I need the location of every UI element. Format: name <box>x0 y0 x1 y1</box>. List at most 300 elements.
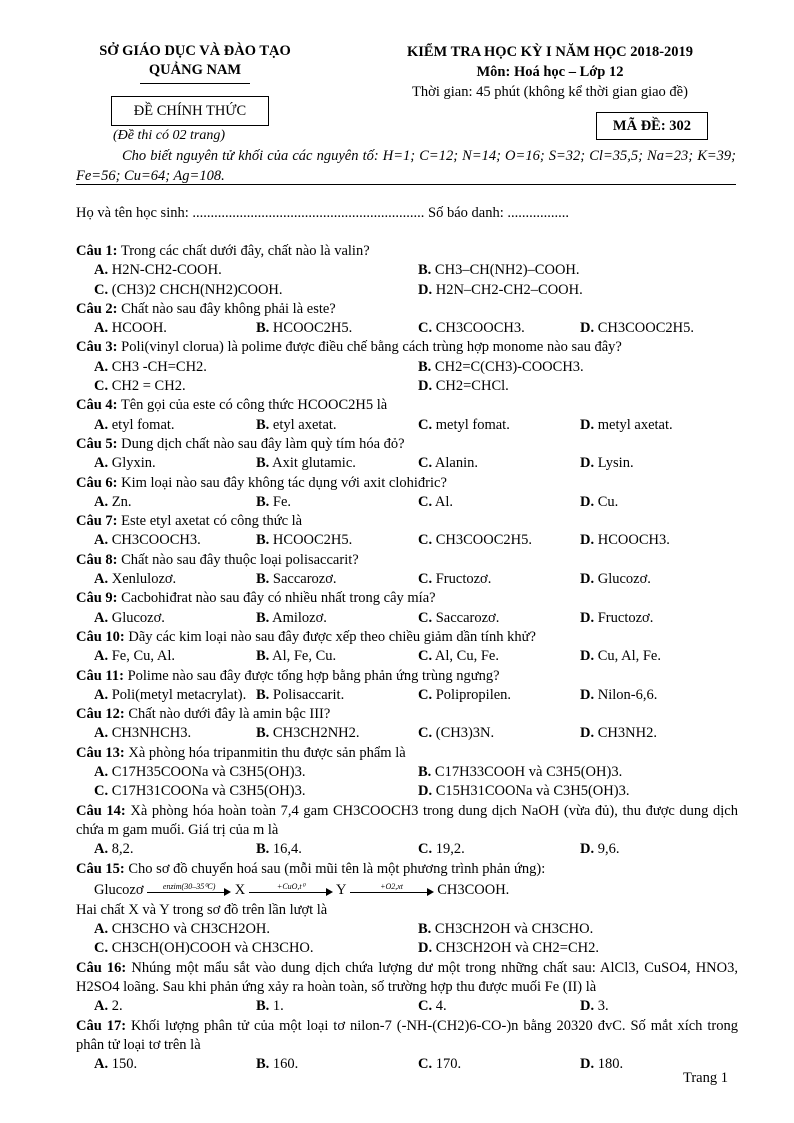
answer-option[interactable] <box>418 763 622 782</box>
option-text: CH2=C(CH3)-COOCH3. <box>431 358 584 375</box>
question-stem: Chất nào sau đây thuộc loại polisaccarit? <box>117 551 359 568</box>
option-label: D. <box>580 998 595 1015</box>
options-row <box>76 1055 738 1074</box>
option-label: D. <box>580 416 595 433</box>
question <box>76 802 738 860</box>
answer-option[interactable] <box>418 840 465 859</box>
question-text <box>76 628 738 647</box>
option-text: Al. <box>432 493 454 510</box>
answer-option[interactable] <box>418 647 499 666</box>
answer-option[interactable] <box>256 570 337 589</box>
option-text: 19,2. <box>432 841 465 858</box>
question-number: Câu 6: <box>76 474 118 491</box>
question <box>76 242 738 300</box>
question <box>76 474 738 513</box>
option-text: HCOOH. <box>108 320 167 337</box>
option-text: 16,4. <box>269 841 302 858</box>
answer-option[interactable] <box>418 261 580 280</box>
option-label: A. <box>94 998 109 1015</box>
scheme-species: Y <box>336 881 346 898</box>
question-text <box>76 744 738 763</box>
answer-option[interactable] <box>580 840 619 859</box>
option-text: CH3CH2OH và CH2=CH2. <box>432 940 599 957</box>
option-text: Xenlulozơ. <box>108 571 177 588</box>
option-label: D. <box>580 725 595 742</box>
question-number: Câu 15: <box>76 860 125 877</box>
options-row <box>76 531 738 550</box>
option-label: C. <box>418 648 433 665</box>
options-row <box>76 724 738 743</box>
question-number: Câu 12: <box>76 706 125 723</box>
option-text: Amilozơ. <box>269 609 327 626</box>
options-row <box>76 281 738 300</box>
option-text: Glyxin. <box>108 455 156 472</box>
question-stem: Dung dịch chất nào sau đây làm quỳ tím hóa đỏ? <box>117 435 405 452</box>
answer-option[interactable] <box>580 724 657 743</box>
answer-option[interactable] <box>580 609 653 628</box>
exam-header <box>360 42 740 102</box>
option-text: C17H33COOH và C3H5(OH)3. <box>431 764 623 781</box>
pages-note: (Đề thi có 02 trang) <box>113 128 225 143</box>
option-label: A. <box>94 571 109 588</box>
answer-option[interactable] <box>418 570 491 589</box>
option-text: Fe, Cu, Al. <box>108 648 175 665</box>
header-rule <box>76 184 736 185</box>
option-label: D. <box>580 841 595 858</box>
option-label: D. <box>580 686 595 703</box>
reaction-arrow <box>350 880 434 900</box>
option-text: 180. <box>594 1056 624 1073</box>
answer-option[interactable] <box>580 1055 623 1074</box>
answer-option[interactable] <box>94 763 305 782</box>
answer-option[interactable] <box>580 997 609 1016</box>
answer-option[interactable] <box>94 782 305 801</box>
answer-option[interactable] <box>256 454 356 473</box>
answer-option[interactable] <box>580 686 657 705</box>
option-text: HCOOC2H5. <box>269 532 353 549</box>
option-label: C. <box>418 998 433 1015</box>
question-number: Câu 17: <box>76 1017 127 1034</box>
option-label: D. <box>580 455 595 472</box>
option-label: C. <box>418 532 433 549</box>
answer-option[interactable] <box>256 416 337 435</box>
option-label: C. <box>418 686 433 703</box>
answer-option[interactable] <box>580 570 651 589</box>
question-text <box>76 512 738 531</box>
answer-option[interactable] <box>94 920 270 939</box>
answer-option[interactable] <box>418 493 453 512</box>
option-text: Fructozơ. <box>432 571 492 588</box>
option-text: Fructozơ. <box>594 609 654 626</box>
option-label: C. <box>94 378 109 395</box>
option-label: C. <box>418 416 433 433</box>
option-text: Fe. <box>269 493 292 510</box>
option-label: C. <box>94 281 109 298</box>
question-text <box>76 705 738 724</box>
option-text: H2N–CH2-CH2–COOH. <box>432 281 583 298</box>
arrow-condition: enzim(30–35⁰C) <box>162 882 216 892</box>
arrow-condition: +CuO,t⁰ <box>276 882 305 892</box>
option-text: 150. <box>108 1056 138 1073</box>
option-label: B. <box>418 358 432 375</box>
arrow-line <box>147 892 225 893</box>
question-stem: Nhúng một mẩu sắt vào dung dịch chứa lượng dư một trong những chất sau: AlCl3, CuSO4, HNO3, H2SO4 loãng. Sau khi phản ứng xảy ra hoàn toàn, số trường hợp thu được muối Fe (II) là <box>76 959 738 995</box>
option-text: HCOOCH3. <box>594 532 670 549</box>
answer-option[interactable] <box>94 1055 137 1074</box>
answer-option[interactable] <box>256 531 352 550</box>
option-text: Nilon-6,6. <box>594 686 658 703</box>
question-number: Câu 16: <box>76 959 127 976</box>
arrow-head-icon <box>224 888 231 896</box>
question-text <box>76 435 738 454</box>
option-text: metyl axetat. <box>594 416 673 433</box>
answer-option[interactable] <box>94 493 131 512</box>
option-label: B. <box>256 686 270 703</box>
option-text: Cu, Al, Fe. <box>594 648 661 665</box>
answer-option[interactable] <box>418 609 499 628</box>
answer-option[interactable] <box>94 840 133 859</box>
question-text <box>76 551 738 570</box>
answer-option[interactable] <box>418 531 532 550</box>
option-label: C. <box>418 841 433 858</box>
options-row <box>76 416 738 435</box>
scheme-species: X <box>234 881 246 898</box>
answer-option[interactable] <box>580 531 670 550</box>
options-row <box>76 997 738 1016</box>
question-stem: Kim loại nào sau đây không tác dụng với axit clohiđric? <box>117 474 447 491</box>
page-number: Trang 1 <box>683 1070 728 1086</box>
options-row <box>76 609 738 628</box>
options-row <box>76 454 738 473</box>
option-text: CH3–CH(NH2)–COOH. <box>431 262 580 279</box>
option-label: B. <box>418 921 432 938</box>
option-label: B. <box>256 841 270 858</box>
option-text: Axit glutamic. <box>269 455 356 472</box>
option-label: D. <box>580 493 595 510</box>
option-label: B. <box>418 262 432 279</box>
arrow-line <box>350 892 428 893</box>
option-label: B. <box>256 609 270 626</box>
arrow-line <box>249 892 327 893</box>
answer-option[interactable] <box>418 782 629 801</box>
option-text: CH3COOC2H5. <box>594 320 695 337</box>
arrow-head-icon <box>326 888 333 896</box>
question-stem: Cho sơ đồ chuyển hoá sau (mỗi mũi tên là một phương trình phản ứng): <box>124 860 546 877</box>
option-text: 3. <box>594 998 609 1015</box>
question-number: Câu 5: <box>76 435 118 452</box>
options-row <box>76 763 738 782</box>
option-label: D. <box>580 320 595 337</box>
question <box>76 396 738 435</box>
option-text: Al, Cu, Fe. <box>432 648 499 665</box>
answer-option[interactable] <box>580 454 634 473</box>
answer-option[interactable] <box>94 570 176 589</box>
option-text: Zn. <box>108 493 132 510</box>
option-label: B. <box>256 493 270 510</box>
option-label: D. <box>418 783 433 800</box>
answer-option[interactable] <box>256 319 352 338</box>
option-text: C15H31COONa và C3H5(OH)3. <box>432 783 630 800</box>
answer-option[interactable] <box>418 1055 461 1074</box>
question <box>76 705 738 744</box>
option-text: 170. <box>432 1056 462 1073</box>
question-number: Câu 2: <box>76 300 118 317</box>
answer-option[interactable] <box>580 416 673 435</box>
question-number: Câu 3: <box>76 339 118 356</box>
question-number: Câu 4: <box>76 397 118 414</box>
option-text: C17H31COONa và C3H5(OH)3. <box>108 783 306 800</box>
option-text: Cu. <box>594 493 619 510</box>
answer-option[interactable] <box>418 686 511 705</box>
question-stem: Chất nào sau đây không phải là este? <box>117 300 336 317</box>
option-text: CH3CH2NH2. <box>269 725 360 742</box>
question-text <box>76 959 738 998</box>
option-label: B. <box>256 998 270 1015</box>
option-text: Saccarozơ. <box>269 571 337 588</box>
option-label: C. <box>418 609 433 626</box>
answer-option[interactable] <box>94 377 186 396</box>
question <box>76 589 738 628</box>
option-label: C. <box>418 571 433 588</box>
option-text: Polipropilen. <box>432 686 512 703</box>
answer-option[interactable] <box>418 416 510 435</box>
options-row <box>76 686 738 705</box>
option-text: Alanin. <box>432 455 479 472</box>
option-label: A. <box>94 648 109 665</box>
exam-subject: Môn: Hoá học – Lớp 12 <box>476 64 624 80</box>
option-label: C. <box>94 940 109 957</box>
option-text: CH3 -CH=CH2. <box>108 358 207 375</box>
option-label: D. <box>580 571 595 588</box>
question-stem: Chất nào dưới đây là amin bậc III? <box>124 706 331 723</box>
option-text: 1. <box>269 998 284 1015</box>
question <box>76 959 738 1017</box>
question-text <box>76 300 738 319</box>
option-label: C. <box>418 725 433 742</box>
option-label: D. <box>580 1056 595 1073</box>
option-label: B. <box>418 764 432 781</box>
option-text: (CH3)3N. <box>432 725 495 742</box>
answer-option[interactable] <box>94 724 191 743</box>
option-label: D. <box>580 532 595 549</box>
options-row <box>76 647 738 666</box>
option-text: Lysin. <box>594 455 634 472</box>
answer-option[interactable] <box>256 724 360 743</box>
answer-option[interactable] <box>418 724 494 743</box>
option-text: etyl axetat. <box>269 416 337 433</box>
question-stem: Tên gọi của este có công thức HCOOC2H5 là <box>117 397 388 414</box>
question-text <box>76 1017 738 1056</box>
answer-option[interactable] <box>94 531 201 550</box>
answer-option[interactable] <box>256 493 291 512</box>
option-label: A. <box>94 921 109 938</box>
question-stem: Xà phòng hóa hoàn toàn 7,4 gam CH3COOCH3 trong dung dịch NaOH (vừa đủ), thu được dung dịch chứa m gam muối. Giá trị của m là <box>76 802 738 838</box>
option-label: D. <box>580 648 595 665</box>
answer-option[interactable] <box>256 840 302 859</box>
question <box>76 551 738 590</box>
question-text <box>76 589 738 608</box>
option-label: A. <box>94 455 109 472</box>
option-label: B. <box>256 320 270 337</box>
option-text: Poli(metyl metacrylat). <box>108 686 247 703</box>
question-text <box>76 802 738 841</box>
official-label: ĐỀ CHÍNH THỨC <box>111 96 269 126</box>
question-stem: Dãy các kim loại nào sau đây được xếp theo chiều giảm dần tính khử? <box>124 628 536 645</box>
option-text: CH3NHCH3. <box>108 725 192 742</box>
option-text: Glucozơ. <box>108 609 165 626</box>
option-text: CH3CH2OH và CH3CHO. <box>431 921 594 938</box>
question-stem: Trong các chất dưới đây, chất nào là valin? <box>117 243 370 259</box>
option-text: CH3COOCH3. <box>108 532 201 549</box>
option-label: D. <box>418 281 433 298</box>
exam-title: KIỂM TRA HỌC KỲ I NĂM HỌC 2018-2019 <box>406 44 694 60</box>
option-label: A. <box>94 725 109 742</box>
answer-option[interactable] <box>94 358 207 377</box>
options-row <box>76 377 738 396</box>
answer-option[interactable] <box>418 997 447 1016</box>
option-text: H2N-CH2-COOH. <box>108 262 222 279</box>
options-row <box>76 358 738 377</box>
question-number: Câu 10: <box>76 628 125 645</box>
option-label: B. <box>256 455 270 472</box>
answer-option[interactable] <box>256 686 344 705</box>
question-stem: Xà phòng hóa tripanmitin thu được sản phẩm là <box>124 744 406 761</box>
option-label: A. <box>94 764 109 781</box>
province-name: QUẢNG NAM <box>148 62 242 78</box>
answer-option[interactable] <box>256 997 284 1016</box>
question-number: Câu 13: <box>76 744 125 761</box>
option-label: D. <box>418 940 433 957</box>
question-stem: Polime nào sau đây được tổng hợp bằng phản ứng trùng ngưng? <box>123 667 500 684</box>
question-stem: Este etyl axetat có công thức là <box>117 513 303 530</box>
question <box>76 435 738 474</box>
answer-option[interactable] <box>94 416 175 435</box>
option-label: A. <box>94 1056 109 1073</box>
student-info-line: Họ và tên học sinh: ................................................................ Số báo danh: ................. <box>76 205 569 221</box>
option-label: A. <box>94 493 109 510</box>
header-divider <box>140 83 250 84</box>
option-text: CH2=CHCl. <box>432 378 509 395</box>
answer-option[interactable] <box>418 920 593 939</box>
option-label: B. <box>256 532 270 549</box>
answer-option[interactable] <box>418 939 599 958</box>
option-text: CH3COOC2H5. <box>432 532 533 549</box>
option-label: C. <box>94 783 109 800</box>
option-label: B. <box>256 725 270 742</box>
option-text: HCOOC2H5. <box>269 320 353 337</box>
answer-option[interactable] <box>256 1055 298 1074</box>
question <box>76 338 738 396</box>
question-number: Câu 14: <box>76 802 126 819</box>
options-row <box>76 782 738 801</box>
question-text <box>76 474 738 493</box>
option-text: 4. <box>432 998 447 1015</box>
options-row <box>76 570 738 589</box>
option-text: Saccarozơ. <box>432 609 500 626</box>
option-text: etyl fomat. <box>108 416 175 433</box>
exam-code: MÃ ĐỀ: 302 <box>596 112 708 140</box>
question-text <box>76 396 738 415</box>
answer-option[interactable] <box>418 358 584 377</box>
option-label: C. <box>418 320 433 337</box>
answer-option[interactable] <box>256 609 327 628</box>
question <box>76 300 738 339</box>
question-number: Câu 11: <box>76 667 124 684</box>
option-label: A. <box>94 416 109 433</box>
option-label: B. <box>256 648 270 665</box>
option-text: CH3CHO và CH3CH2OH. <box>108 921 271 938</box>
option-label: D. <box>418 378 433 395</box>
answer-option[interactable] <box>94 261 222 280</box>
option-label: A. <box>94 358 109 375</box>
answer-option[interactable] <box>94 319 167 338</box>
question-text <box>76 338 738 357</box>
option-label: D. <box>580 609 595 626</box>
question-text <box>76 242 738 261</box>
question-number: Câu 7: <box>76 513 118 530</box>
question-text <box>76 667 738 686</box>
answer-option[interactable] <box>256 647 336 666</box>
option-label: A. <box>94 609 109 626</box>
question-stem: Cacbohiđrat nào sau đây có nhiều nhất trong cây mía? <box>117 590 436 607</box>
answer-option[interactable] <box>418 319 525 338</box>
question <box>76 1017 738 1075</box>
answer-option[interactable] <box>418 281 583 300</box>
answer-option[interactable] <box>94 939 314 958</box>
question <box>76 512 738 551</box>
option-label: B. <box>256 1056 270 1073</box>
option-text: Al, Fe, Cu. <box>269 648 337 665</box>
option-text: (CH3)2 CHCH(NH2)COOH. <box>108 281 283 298</box>
option-text: metyl fomat. <box>432 416 510 433</box>
question-number: Câu 1: <box>76 243 118 259</box>
question-stem: Khối lượng phân tử của một loại tơ nilon-7 (-NH-(CH2)6-CO-)n bằng 20320 đvC. Số mắt xích trong phân tử loại tơ trên là <box>76 1017 738 1053</box>
option-text: 8,2. <box>108 841 134 858</box>
option-label: A. <box>94 320 109 337</box>
answer-option[interactable] <box>580 493 618 512</box>
answer-option[interactable] <box>580 319 694 338</box>
options-row <box>76 939 738 958</box>
question-number: Câu 8: <box>76 551 118 568</box>
answer-option[interactable] <box>580 647 661 666</box>
question-stem: Poli(vinyl clorua) là polime được điều chế bằng cách trùng hợp monome nào sau đây? <box>117 339 622 356</box>
reaction-arrow <box>147 880 231 900</box>
options-row <box>76 319 738 338</box>
options-row <box>76 840 738 859</box>
answer-option[interactable] <box>94 609 165 628</box>
answer-option[interactable] <box>94 454 156 473</box>
answer-option[interactable] <box>418 454 478 473</box>
question <box>76 744 738 802</box>
answer-option[interactable] <box>94 647 175 666</box>
answer-option[interactable] <box>94 686 246 705</box>
option-label: A. <box>94 686 109 703</box>
answer-option[interactable] <box>418 377 509 396</box>
exam-time: Thời gian: 45 phút (không kể thời gian giao đề) <box>412 84 688 100</box>
answer-option[interactable] <box>94 281 283 300</box>
options-row <box>76 261 738 280</box>
option-text: 2. <box>108 998 123 1015</box>
option-label: A. <box>94 532 109 549</box>
reaction-scheme <box>94 879 738 901</box>
question-number: Câu 9: <box>76 590 118 607</box>
department-name: SỞ GIÁO DỤC VÀ ĐÀO TẠO <box>99 43 291 59</box>
option-label: A. <box>94 841 109 858</box>
option-text: C17H35COONa và C3H5(OH)3. <box>108 764 306 781</box>
arrow-condition: +O2,xt <box>380 882 404 892</box>
option-label: C. <box>418 455 433 472</box>
answer-option[interactable] <box>94 997 123 1016</box>
